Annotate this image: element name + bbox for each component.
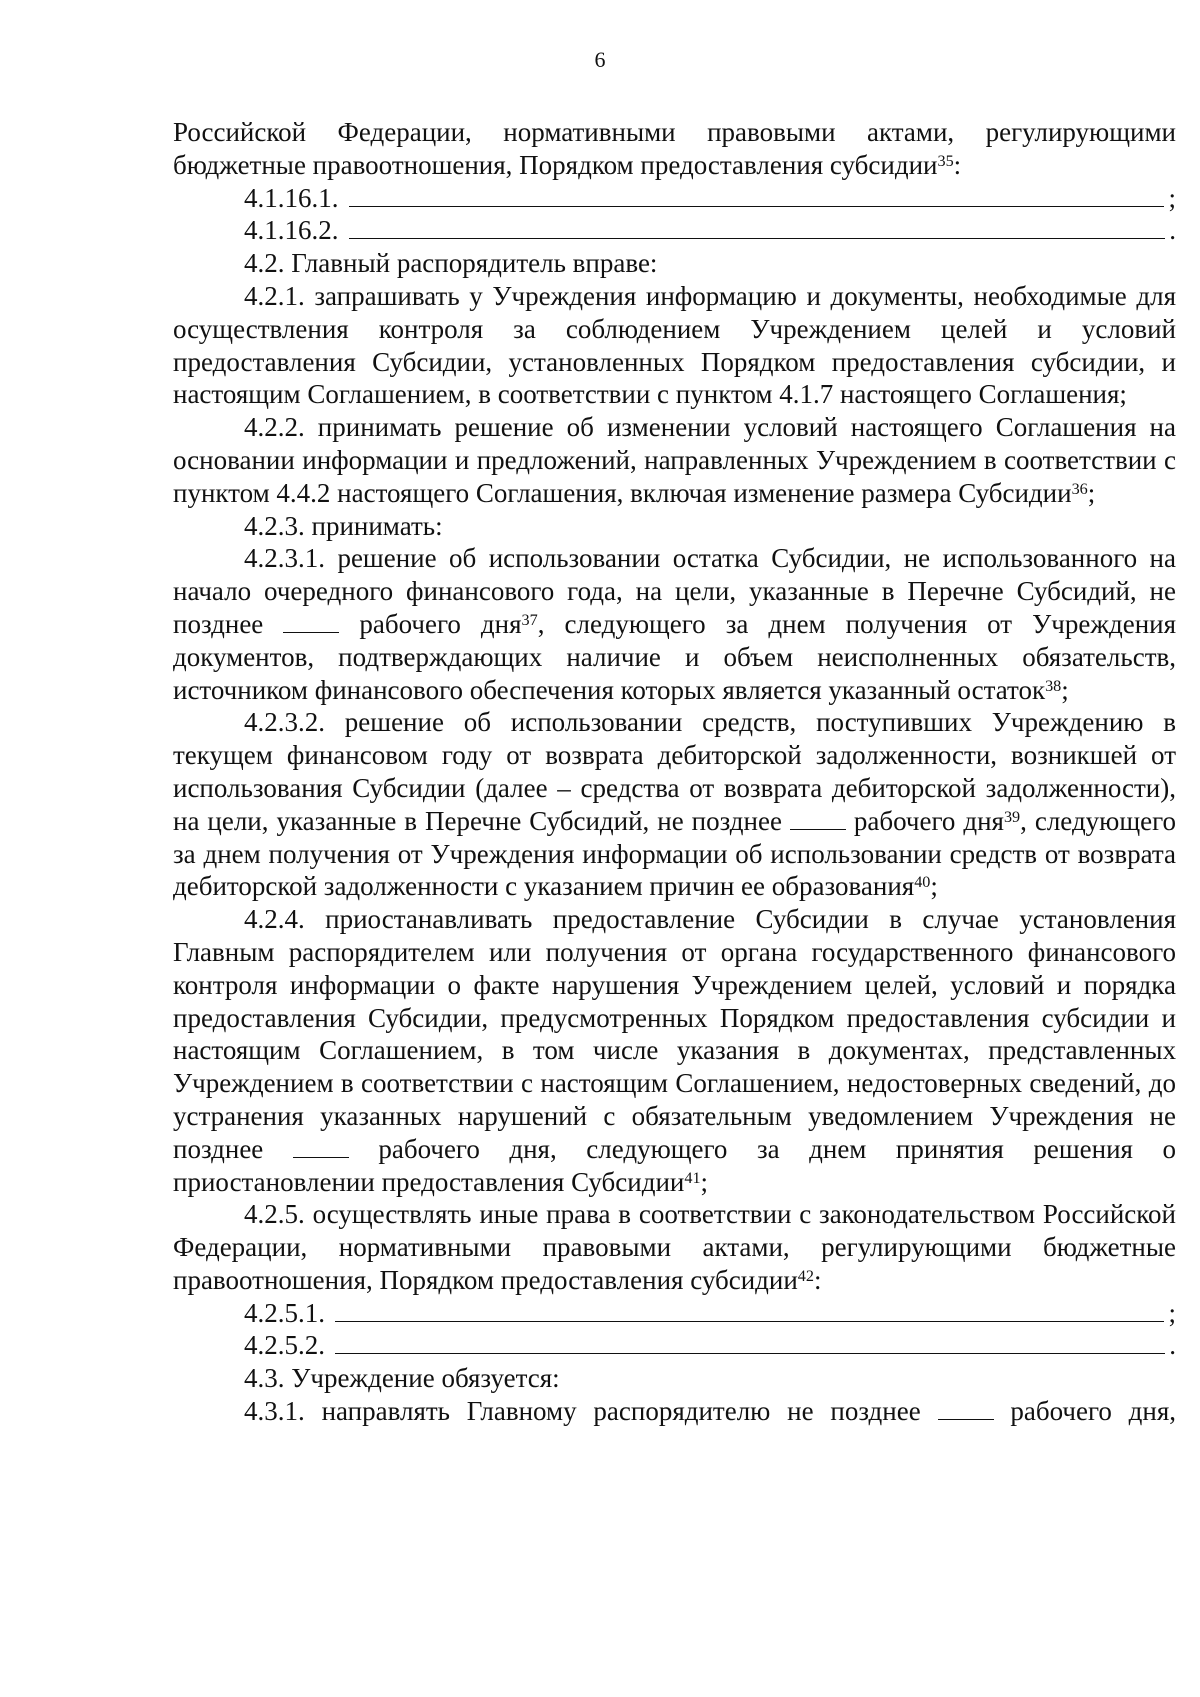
paragraph-4-2-3-2 <box>173 706 1176 903</box>
fill-line-4-2-5-2 <box>173 1329 1176 1362</box>
fill-line-4-1-16-2 <box>173 214 1176 247</box>
paragraph-4-2-4 <box>173 903 1176 1198</box>
blank-field[interactable] <box>938 1399 994 1420</box>
item-number: 4.2.5.2. <box>244 1330 325 1361</box>
blank-field[interactable] <box>293 1137 349 1158</box>
punctuation: . <box>1169 215 1176 246</box>
punctuation: ; <box>1168 182 1176 213</box>
paragraph-4-2-1: 4.2.1. запрашивать у Учреждения информацию и документы, необходимые для осуществления контроля за соблюдением Учреждением целей и условий предоставления Субсидии, установленных Порядком предоставления субсидии, и настоящим Соглашением, в соответствии с пунктом 4.1.7 настоящего Соглашения; <box>173 280 1176 410</box>
paragraph-text: 4.2.5. осуществлять иные права в соответствии с законодательством Российской Федерации, нормативными правовыми актами, регулирующими бюджетные правоотношения, Порядком предоставления субсидии <box>173 1199 1176 1295</box>
footnote-ref: 42 <box>797 1266 814 1285</box>
punctuation: ; <box>1087 477 1096 508</box>
footnote-ref: 40 <box>914 873 931 892</box>
blank-line[interactable] <box>335 1331 1165 1354</box>
paragraph-text: , следующего за днем получения от Учреждения документов, подтверждающих наличие и объем неисполненных обязательств, источником финансового обеспечения которых является указанный остаток <box>173 608 1177 705</box>
footnote-ref: 35 <box>937 151 954 170</box>
paragraph-continuation <box>173 116 1176 182</box>
paragraph-text: 4.2.3.1. решение об использовании остатка Субсидии, не использованного на начало очередного финансового года, на цели, указанные в Перечне Субсидий, не позднее <box>173 543 1176 639</box>
document-body <box>173 116 1176 1428</box>
blank-field[interactable] <box>790 809 846 830</box>
paragraph-text: рабочего дня <box>853 805 1004 836</box>
paragraph-text: 4.2.2. принимать решение об изменении условий настоящего Соглашения на основании информации и предложений, направленных Учреждением в соответствии с пунктом 4.4.2 настоящего Соглашения, включая изменение размера Субсидии <box>173 412 1176 508</box>
footnote-ref: 38 <box>1045 676 1062 695</box>
paragraph-text: , следующего за днем получения от Учреждения информации об использовании средств от возврата дебиторской задолженности с указанием причин ее образования <box>173 805 1177 902</box>
fill-line-4-1-16-1 <box>173 182 1176 215</box>
paragraph-text: рабочего дня, следующего за днем принятия решения о приостановлении предоставления Субсидии <box>173 1133 1176 1197</box>
punctuation: ; <box>700 1166 709 1197</box>
blank-line[interactable] <box>349 184 1165 207</box>
footnote-ref: 36 <box>1071 479 1088 498</box>
footnote-ref: 37 <box>521 610 538 629</box>
paragraph-text: Российской Федерации, нормативными правовыми актами, регулирующими бюджетные правоотношения, Порядком предоставления субсидии <box>173 117 1176 180</box>
fill-line-4-2-5-1 <box>173 1297 1176 1330</box>
paragraph-4-2-5 <box>173 1198 1176 1296</box>
punctuation: . <box>1169 1330 1176 1361</box>
punctuation: : <box>813 1264 822 1295</box>
paragraph-4-2-3: 4.2.3. принимать: <box>244 510 443 541</box>
paragraph-text: рабочего дня <box>359 608 522 639</box>
blank-line[interactable] <box>349 216 1166 239</box>
paragraph-4-2-2 <box>173 411 1176 509</box>
paragraph-4-3-1 <box>173 1395 1176 1428</box>
item-number: 4.1.16.1. <box>244 182 339 213</box>
paragraph-text: 4.3.1. направлять Главному распорядителю не позднее <box>244 1396 921 1427</box>
paragraph-4-2-3-1 <box>173 542 1176 706</box>
punctuation: ; <box>930 871 938 902</box>
punctuation: ; <box>1061 674 1069 705</box>
section-heading-4-3: 4.3. Учреждение обязуется: <box>244 1363 560 1394</box>
paragraph-text: рабочего дня, <box>1010 1396 1177 1427</box>
blank-field[interactable] <box>283 612 339 633</box>
footnote-ref: 41 <box>684 1168 701 1187</box>
paragraph-text: 4.2.4. приостанавливать предоставление Субсидии в случае установления Главным распорядителем или получения от органа государственного финансового контроля информации о факте нарушения Учреждением целей, условий и порядка предоставления Субсидии, предусмотренных Порядком предоставления субсидии и настоящим Соглашением, в том числе указания в документах, представленных Учреждением в соответствии с настоящим Соглашением, недостоверных сведений, до устранения указанных нарушений с обязательным уведомлением Учреждения не позднее <box>173 904 1176 1164</box>
item-number: 4.1.16.2. <box>244 215 339 246</box>
footnote-ref: 39 <box>1003 807 1021 826</box>
item-number: 4.2.5.1. <box>244 1297 325 1328</box>
paragraph-text: 4.2.3.2. решение об использовании средств, поступивших Учреждению в текущем финансовом году от возврата дебиторской задолженности, возникшей от использования Субсидии (далее – средства от возврата дебиторской задолженности), на цели, указанные в Перечне Субсидий, не позднее <box>173 707 1176 836</box>
section-heading-4-2: 4.2. Главный распорядитель вправе: <box>244 248 658 279</box>
blank-line[interactable] <box>335 1299 1164 1322</box>
punctuation: ; <box>1168 1297 1176 1328</box>
page-number: 6 <box>594 47 606 72</box>
punctuation: : <box>953 149 962 180</box>
